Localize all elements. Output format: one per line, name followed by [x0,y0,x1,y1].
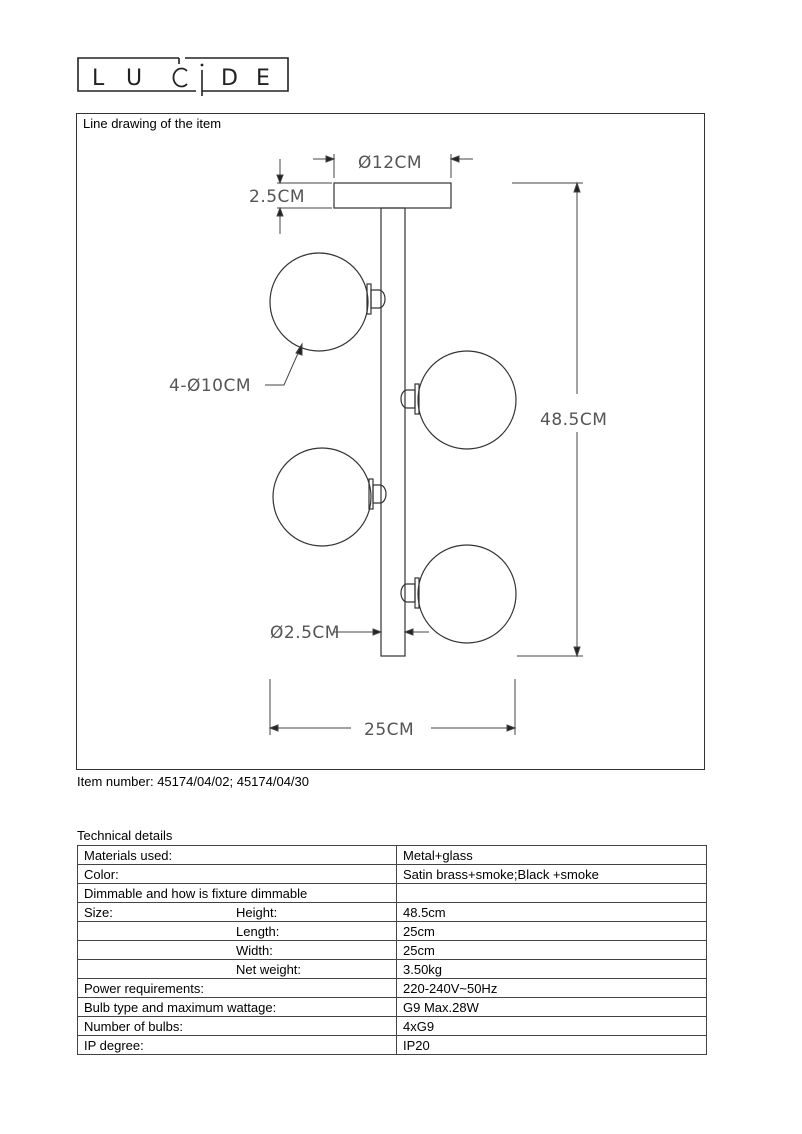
spec-row [78,922,707,941]
spec-row [78,865,707,884]
spec-label: Number of bulbs: [84,1018,183,1034]
spec-label: Power requirements: [84,980,204,996]
spec-label: Size: [84,904,113,920]
item-number: Item number: 45174/04/02; 45174/04/30 [77,774,310,789]
logo-letter-u: U [126,66,143,91]
spec-sublabel: Net weight: [236,961,302,977]
canopy-base [334,183,451,208]
spec-sublabel: Length: [236,923,280,939]
spec-value: G9 Max.28W [397,998,707,1017]
logo-graphic [76,56,290,96]
spec-row [78,884,707,903]
spec-label: Dimmable and how is fixture dimmable [84,885,308,901]
spec-value: IP20 [397,1036,707,1055]
drawing-title: Line drawing of the item [83,116,222,131]
dim-total-width: 25CM [364,720,415,740]
dim-total-height: 48.5CM [540,410,608,430]
logo-letter-l: L [92,66,105,91]
spec-value: 4xG9 [397,1017,707,1036]
spec-row [78,846,707,865]
spec-row [78,960,707,979]
spec-value: 25cm [397,922,707,941]
spec-row [78,979,707,998]
spec-label: Materials used: [84,847,173,863]
spec-value: 48.5cm [397,903,707,922]
spec-value: 3.50kg [397,960,707,979]
spec-sublabel: Width: [236,942,273,958]
spec-label: Color: [84,866,119,882]
logo-letter-e: E [256,66,270,91]
logo-letter-d: D [221,66,238,91]
spec-row [78,1036,707,1055]
dim-base-diameter: Ø12CM [358,153,423,173]
line-drawing-panel [76,113,705,770]
spec-label: IP degree: [84,1037,144,1053]
spec-value: Satin brass+smoke;Black +smoke [397,865,707,884]
dim-globe-diameter: 4-Ø10CM [169,376,252,396]
spec-sublabel: Height: [236,904,278,920]
spec-value: 25cm [397,941,707,960]
spec-value: Metal+glass [397,846,707,865]
dim-base-height: 2.5CM [249,187,306,207]
lucide-logo [76,56,290,96]
fixture-line-drawing [77,114,706,771]
spec-row [78,941,707,960]
technical-details-table [77,845,707,1055]
technical-details-title: Technical details [77,828,173,843]
spec-value: 220-240V~50Hz [397,979,707,998]
spec-row [78,903,707,922]
spec-label: Bulb type and maximum wattage: [84,999,277,1015]
spec-row [78,998,707,1017]
spec-value [397,884,707,903]
dim-stem-diameter: Ø2.5CM [270,623,340,643]
spec-row [78,1017,707,1036]
